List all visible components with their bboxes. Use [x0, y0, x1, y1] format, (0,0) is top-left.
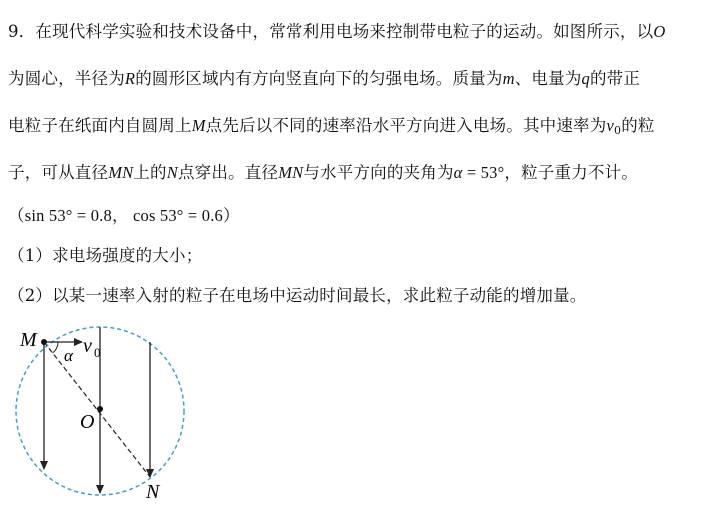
text-segment: 的带正: [589, 69, 641, 88]
var-R: R: [124, 69, 136, 88]
question-1: [8, 236, 700, 276]
diameter-MN: [44, 342, 150, 477]
text-segment: 的圆形区域内有方向竖直向下的匀强电场。质量为: [135, 69, 503, 88]
point-O: [97, 406, 103, 412]
problem-number: 9．: [8, 22, 36, 41]
trig-values: （sin 53° = 0.8， cos 53° = 0.6）: [8, 206, 240, 225]
label-alpha: α: [64, 346, 73, 365]
text-segment: 子，可从直径: [8, 163, 109, 182]
question-1-text: （1）求电场强度的大小；: [8, 246, 203, 265]
angle-arc: [53, 342, 58, 353]
var-alpha: α: [453, 163, 463, 182]
text-segment: 在现代科学实验和技术设备中，常常利用电场来控制带电粒子的运动。如图所示，以: [35, 22, 654, 41]
physics-figure: [0, 305, 200, 520]
problem-line-2: [8, 55, 700, 102]
problem-line-5: [8, 196, 700, 236]
text-segment: ，粒子重力不计。: [504, 163, 638, 182]
var-q: q: [581, 69, 590, 88]
var-v: v: [606, 116, 614, 135]
label-v: v: [83, 335, 92, 357]
text-segment: 、电量为: [514, 69, 582, 88]
problem-line-4: [8, 149, 700, 196]
problem-line-1: [8, 8, 700, 55]
question-2-text: （2）以某一速率入射的粒子在电场中运动时间最长，求此粒子动能的增加量。: [8, 286, 587, 305]
label-N: N: [146, 481, 160, 503]
angle-value: = 53°: [462, 163, 505, 182]
text-segment: 的粒: [621, 116, 655, 135]
var-N: N: [166, 163, 178, 182]
text-segment: 电粒子在纸面内自圆周上: [8, 116, 192, 135]
var-M: M: [191, 116, 206, 135]
text-segment: 点穿出。直径: [177, 163, 279, 182]
field-diagram: [0, 305, 200, 520]
text-segment: 点先后以不同的速率沿水平方向进入电场。其中速率为: [205, 116, 607, 135]
text-segment: 为圆心，半径为: [8, 69, 125, 88]
label-O: O: [80, 411, 95, 433]
var-O: O: [653, 22, 666, 41]
label-v-subscript: 0: [94, 345, 101, 360]
label-M: M: [20, 329, 37, 351]
text-segment: 与水平方向的夹角为: [303, 163, 454, 182]
problem-text: [8, 8, 700, 316]
point-M: [41, 339, 47, 345]
var-MN: MN: [108, 163, 134, 182]
var-m: m: [502, 69, 515, 88]
problem-line-3: [8, 102, 700, 149]
text-segment: 上的: [133, 163, 167, 182]
var-MN-2: MN: [278, 163, 304, 182]
var-v-subscript: 0: [614, 124, 622, 137]
